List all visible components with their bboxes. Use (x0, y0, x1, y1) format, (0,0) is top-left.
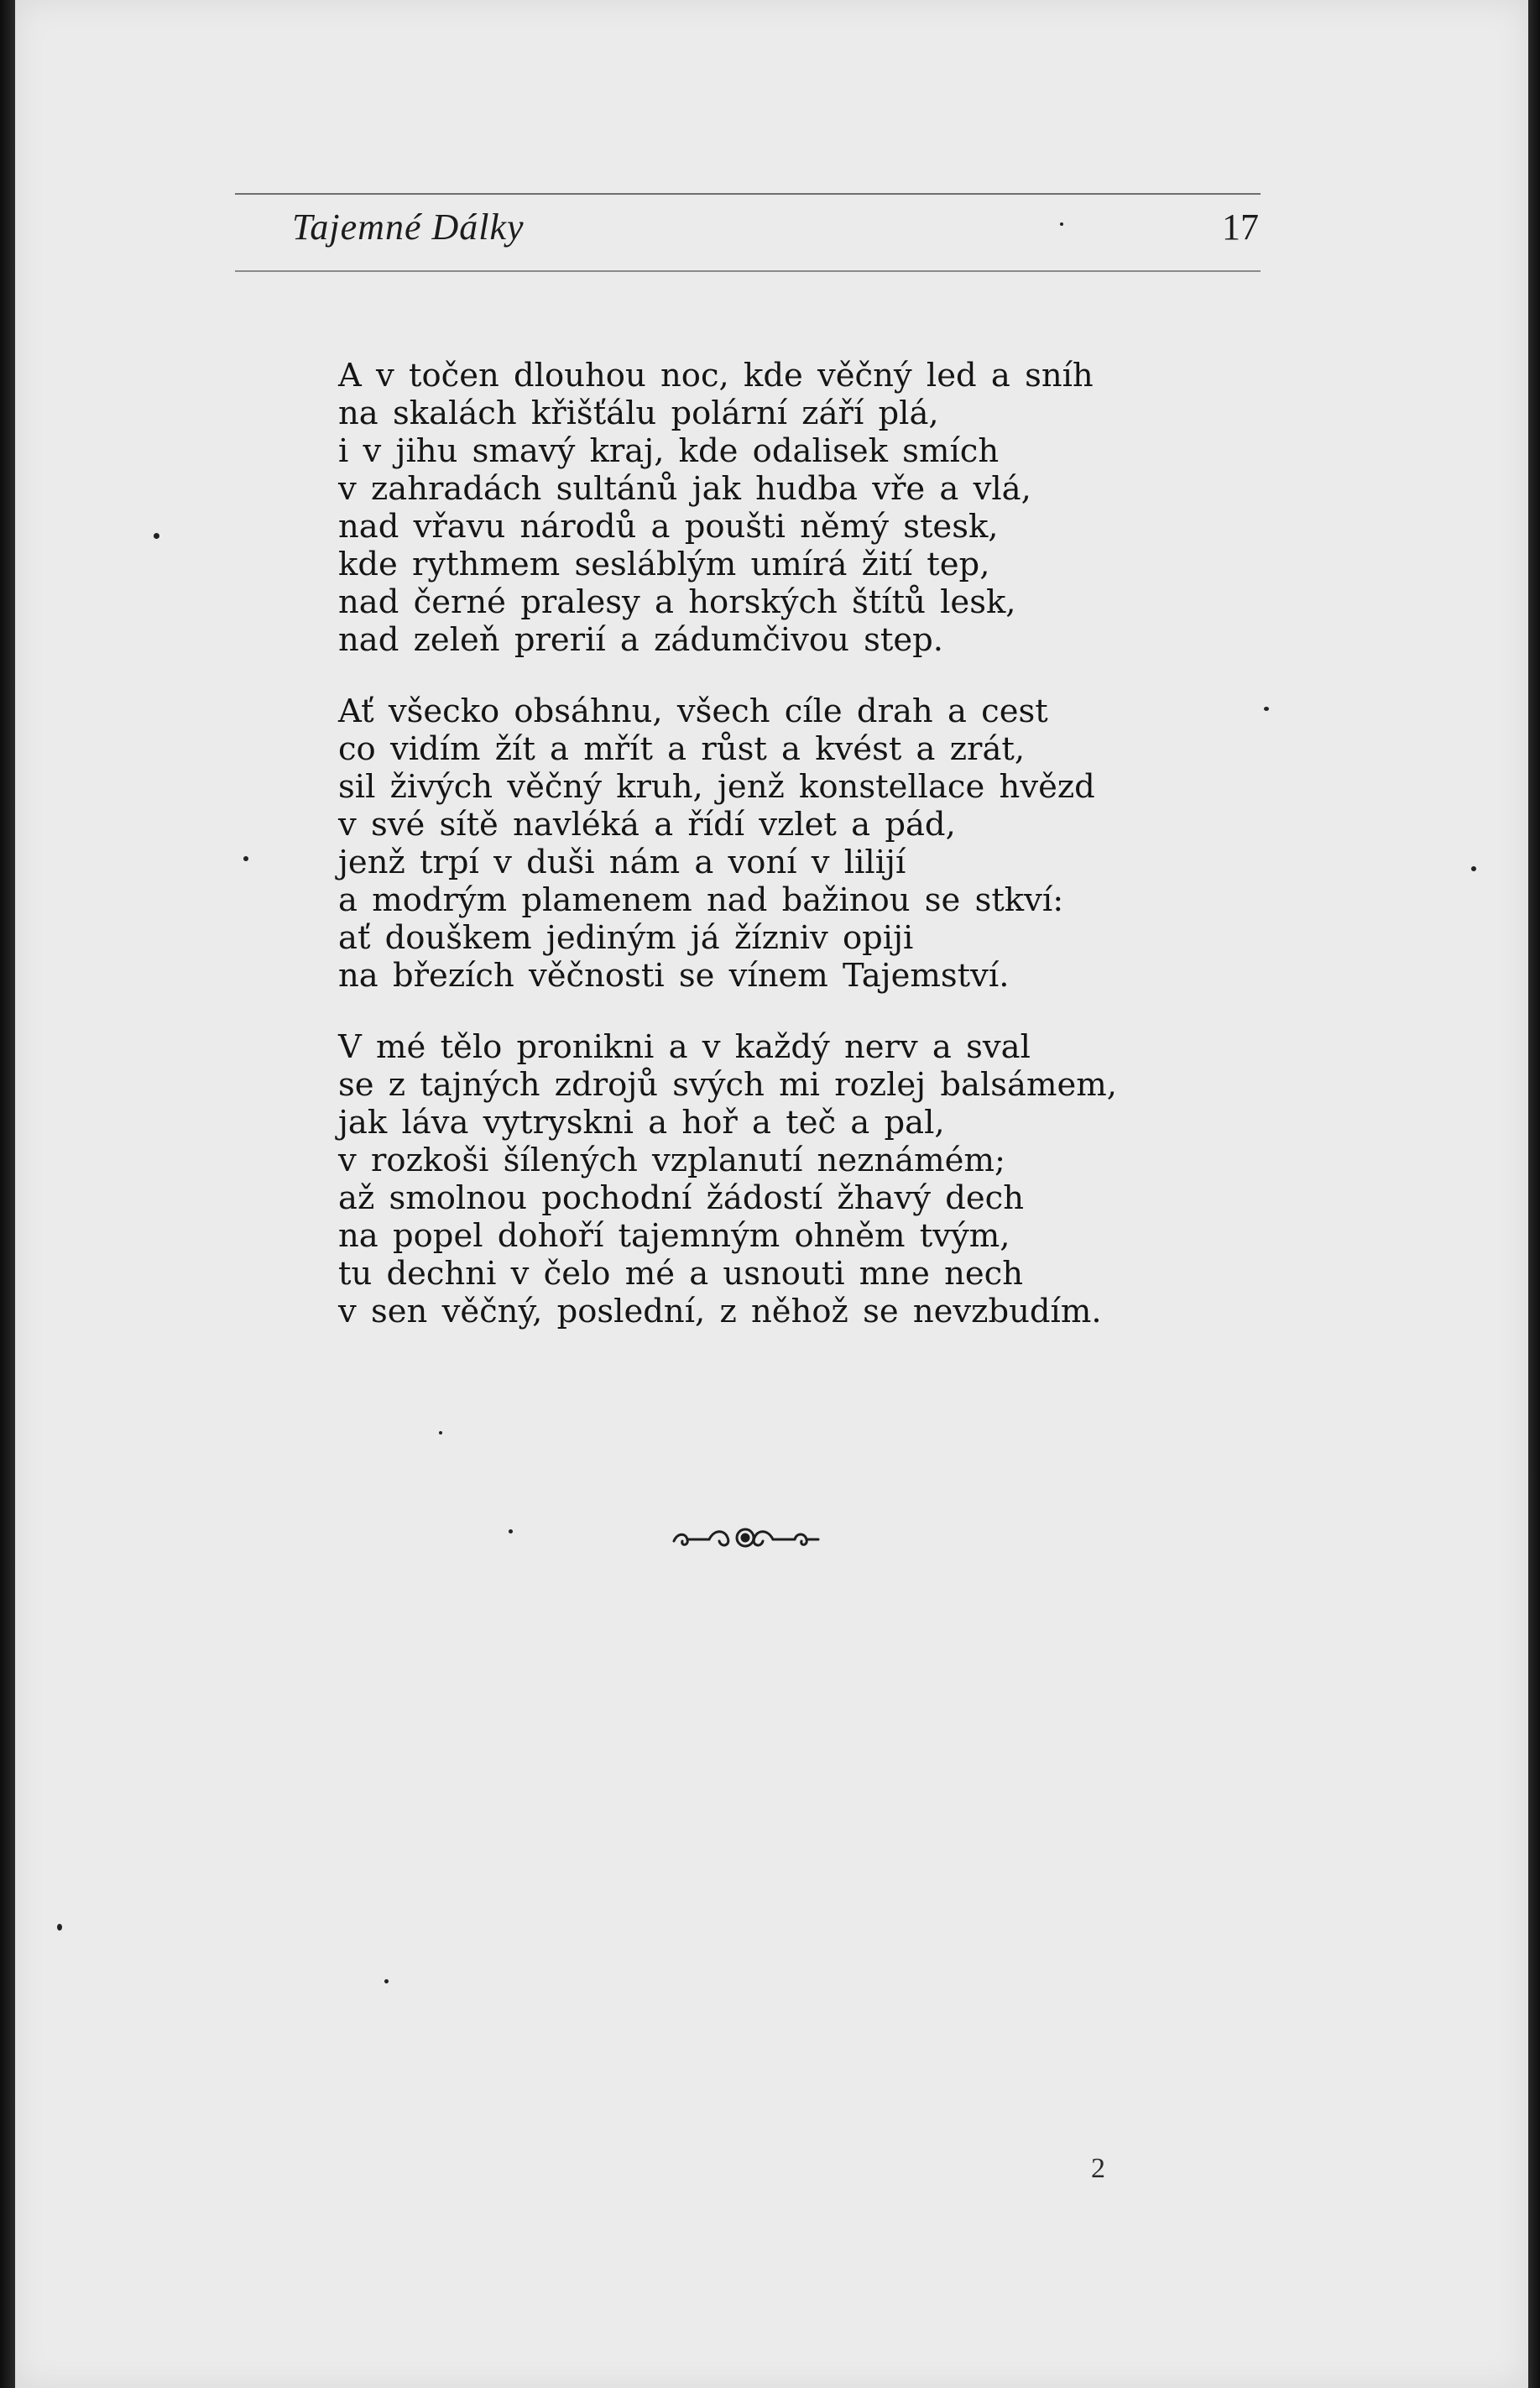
poem-line: nad černé pralesy a horských štítů lesk, (338, 583, 1016, 621)
stanza-1 (338, 357, 1186, 659)
scan-edge-right (1528, 0, 1540, 2388)
page-number: 17 (1222, 206, 1259, 248)
book-page (15, 0, 1528, 2388)
header-rule-bottom (235, 270, 1261, 272)
poem-line: na skalách křišťálu polární září plá, (338, 395, 939, 432)
poem-line: v zahradách sultánů jak hudba vře a vlá, (338, 470, 1031, 508)
poem-line: a modrým plamenem nad bažinou se stkví: (338, 881, 1064, 919)
scan-speck (509, 1529, 513, 1534)
poem-line: i v jihu smavý kraj, kde odalisek smích (338, 432, 1000, 470)
scan-speck (439, 1431, 442, 1434)
poem-line: v sen věčný, poslední, z něhož se nevzbudím. (338, 1293, 1102, 1330)
poem-line: sil živých věčný kruh, jenž konstellace hvězd (338, 768, 1095, 806)
poem-line: na popel dohoří tajemným ohněm tvým, (338, 1217, 1010, 1255)
poem-line: nad zeleň prerií a zádumčivou step. (338, 621, 944, 659)
poem-line: v rozkoši šílených vzplanutí neznámém; (338, 1142, 1005, 1179)
fleuron-ornament-icon (666, 1521, 825, 1555)
poem-line: A v točen dlouhou noc, kde věčný led a sníh (338, 357, 1094, 395)
poem-line: na březích věčnosti se vínem Tajemství. (338, 957, 1010, 995)
scan-speck (384, 1979, 389, 1983)
poem-line: kde rythmem sesláblým umírá žití tep, (338, 546, 990, 583)
poem-line: co vidím žít a mřít a růst a kvést a zrát, (338, 730, 1026, 768)
stanza-2 (338, 692, 1186, 995)
poem-line: nad vřavu národů a poušti němý stesk, (338, 508, 999, 546)
header-rule-top (235, 193, 1261, 195)
scan-speck (1060, 222, 1063, 226)
stanza-3 (338, 1028, 1186, 1330)
poem-line: se z tajných zdrojů svých mi rozlej balsámem, (338, 1066, 1118, 1104)
poem-line: V mé tělo pronikni a v každý nerv a sval (338, 1028, 1031, 1066)
scan-speck (243, 856, 248, 861)
scan-speck (1471, 866, 1476, 871)
poem-line: jenž trpí v duši nám a voní v lilijí (338, 844, 906, 881)
running-title: Tajemné Dálky (292, 206, 525, 248)
poem-line: ať douškem jediným já žízniv opiji (338, 919, 914, 957)
poem-line: jak láva vytryskni a hoř a teč a pal, (338, 1104, 945, 1142)
poem (338, 357, 1186, 1364)
scan-speck (1264, 707, 1269, 711)
poem-line: Ať všecko obsáhnu, všech cíle drah a cest (338, 692, 1048, 730)
scan-speck (57, 1924, 62, 1931)
scan-edge-left (0, 0, 15, 2388)
scan-speck (154, 533, 159, 539)
poem-line: v své sítě navléká a řídí vzlet a pád, (338, 806, 956, 844)
poem-line: tu dechni v čelo mé a usnouti mne nech (338, 1255, 1024, 1293)
signature-mark: 2 (1091, 2153, 1105, 2184)
poem-line: až smolnou pochodní žádostí žhavý dech (338, 1179, 1024, 1217)
